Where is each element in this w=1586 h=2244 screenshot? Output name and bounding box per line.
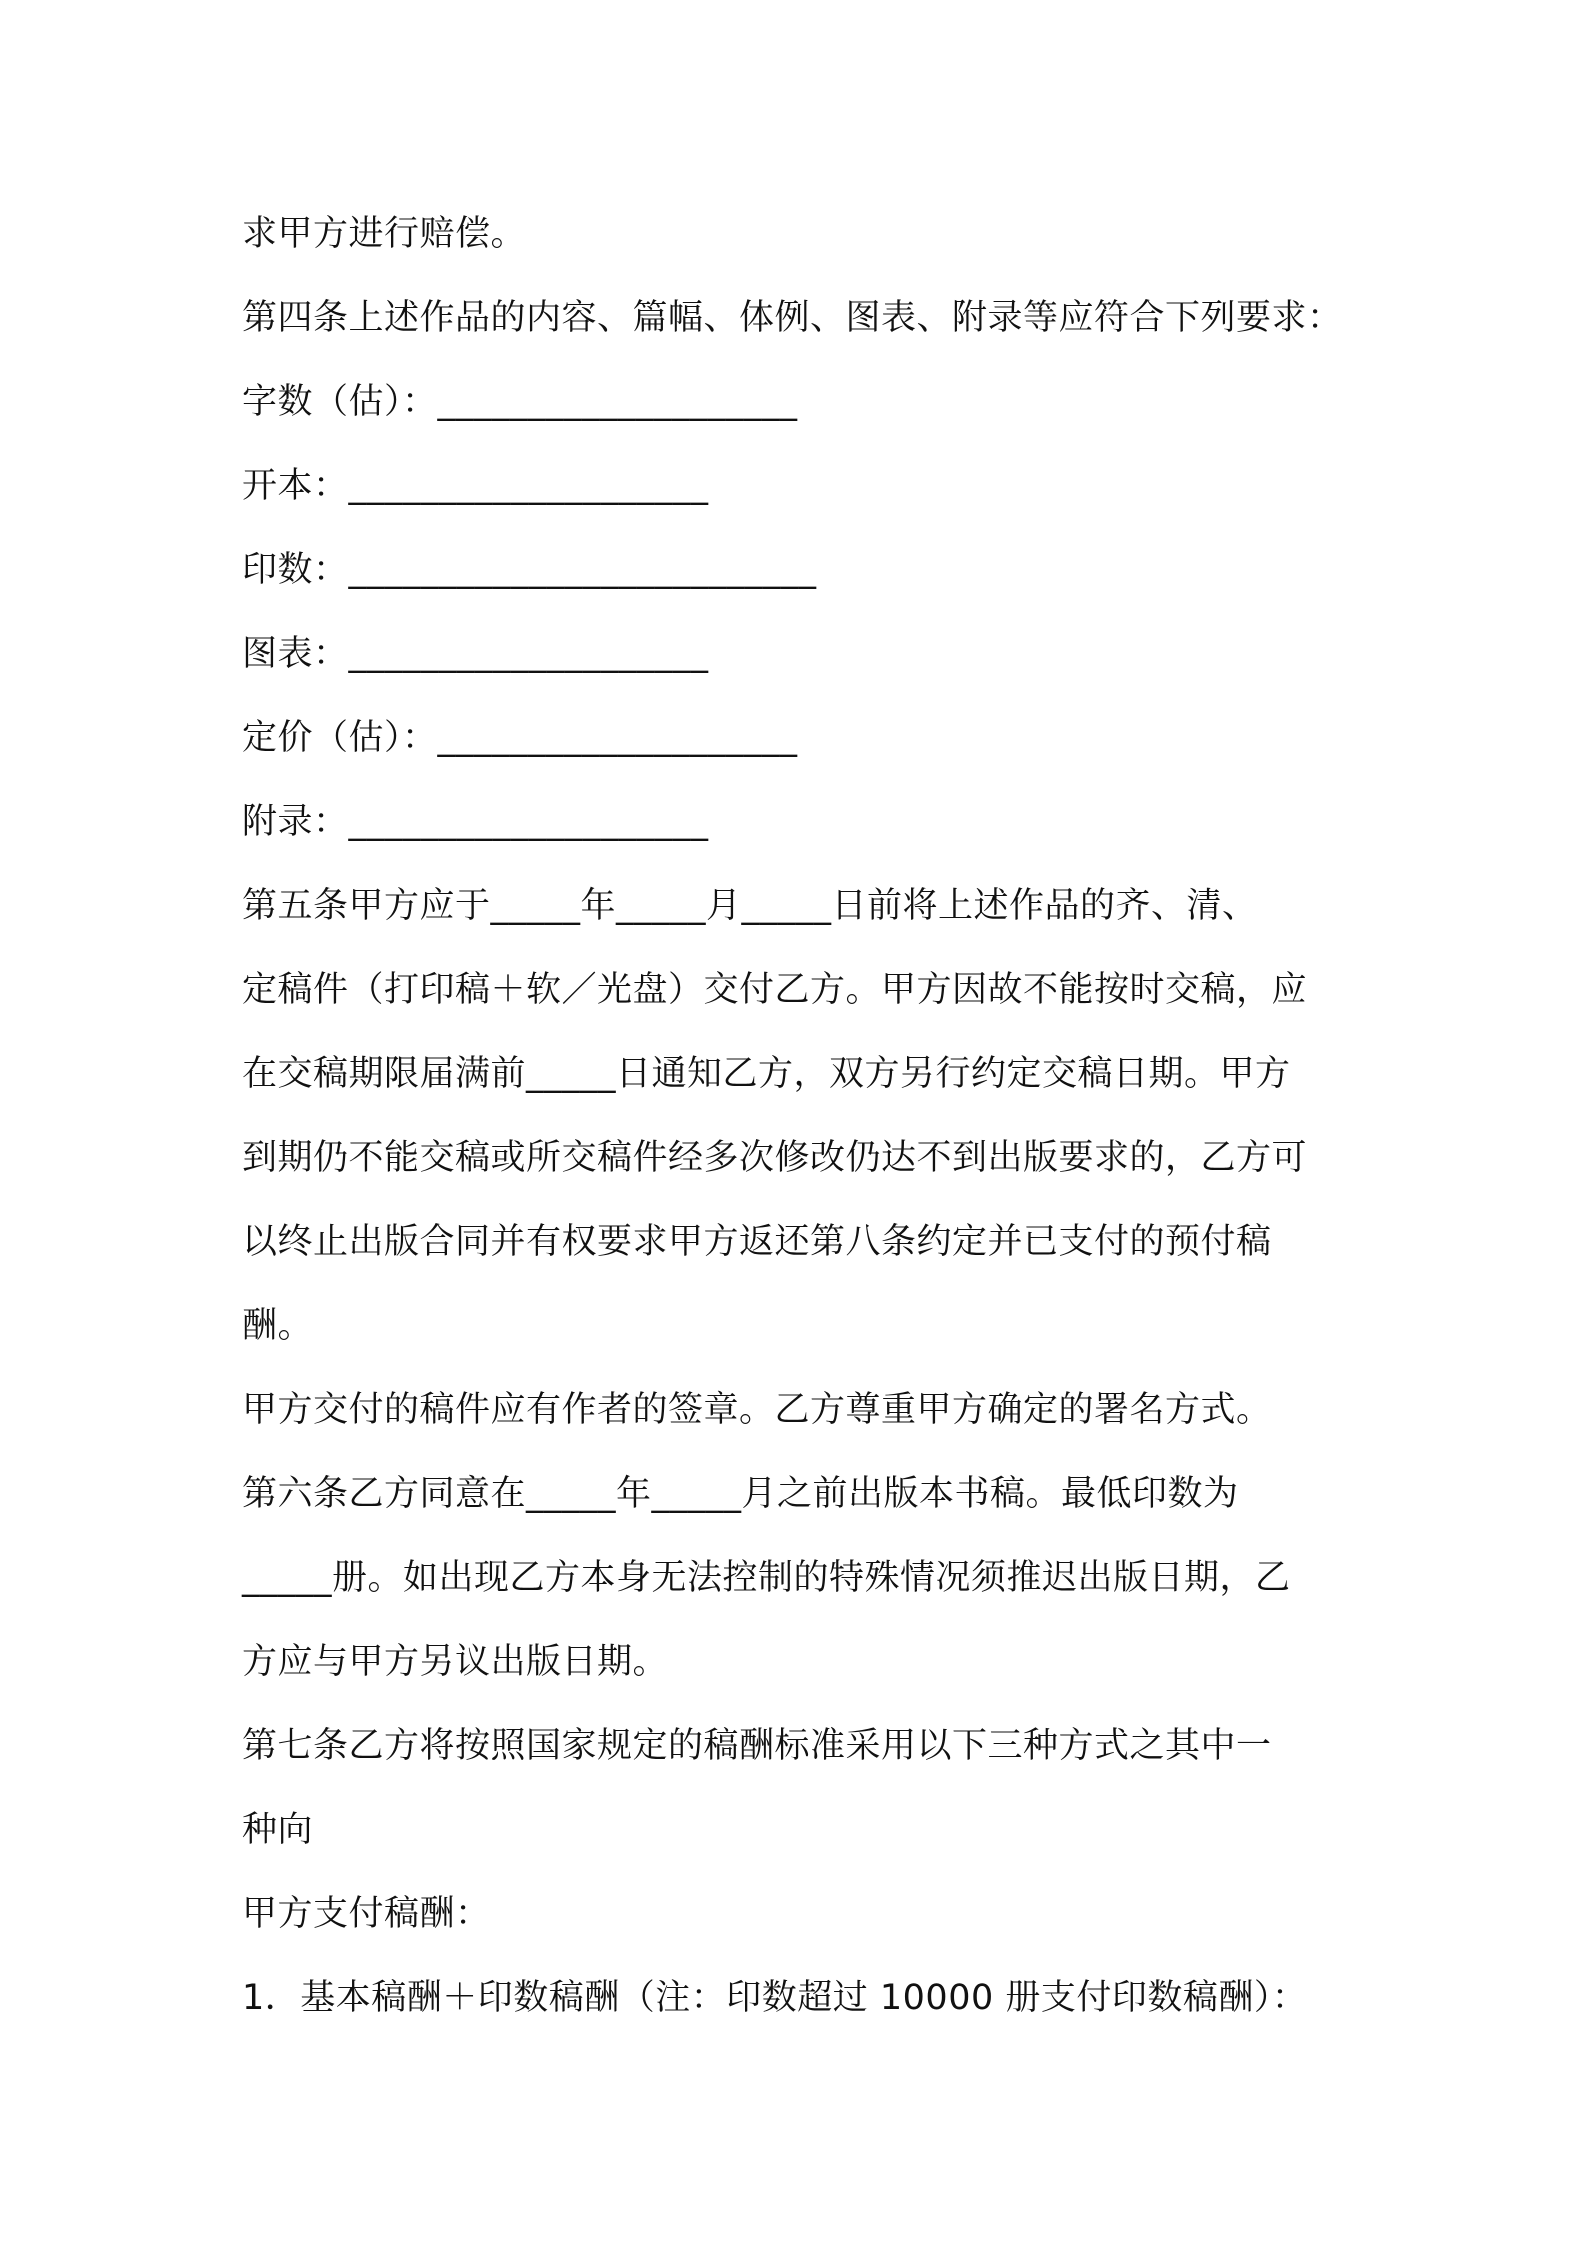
payment-option-1: 1．基本稿酬＋印数稿酬（注：印数超过 10000 册支付印数稿酬）： (242, 1978, 1308, 2018)
word-count-field: 字数（估）：____________________ (242, 382, 798, 422)
text-line: 定稿件（打印稿＋软／光盘）交付乙方。甲方因故不能按时交稿，应 (242, 970, 1308, 1010)
document-body (242, 192, 1352, 2040)
article-7-line: 第七条乙方将按照国家规定的稿酬标准采用以下三种方式之其中一 (242, 1726, 1272, 1766)
article-4-heading: 第四条上述作品的内容、篇幅、体例、图表、附录等应符合下列要求： (242, 298, 1343, 338)
text-line: 到期仍不能交稿或所交稿件经多次修改仍达不到出版要求的，乙方可 (242, 1138, 1308, 1178)
text-line: 种向 (242, 1810, 314, 1850)
price-field: 定价（估）：____________________ (242, 718, 798, 758)
article-6-line: 第六条乙方同意在_____年_____月之前出版本书稿。最低印数为 (242, 1474, 1239, 1514)
text-line: 酬。 (242, 1306, 314, 1346)
charts-field: 图表：____________________ (242, 634, 709, 674)
text-line: 在交稿期限届满前_____日通知乙方，双方另行约定交稿日期。甲方 (242, 1054, 1291, 1094)
appendix-field: 附录：____________________ (242, 802, 709, 842)
format-field: 开本：____________________ (242, 466, 709, 506)
text-line: 方应与甲方另议出版日期。 (242, 1642, 669, 1682)
text-line: _____册。如出现乙方本身无法控制的特殊情况须推迟出版日期，乙 (242, 1558, 1291, 1598)
article-5-line: 第五条甲方应于_____年_____月_____日前将上述作品的齐、清、 (242, 886, 1258, 926)
text-line: 求甲方进行赔偿。 (242, 214, 527, 254)
print-run-field: 印数：__________________________ (242, 550, 817, 590)
text-line: 甲方交付的稿件应有作者的签章。乙方尊重甲方确定的署名方式。 (242, 1390, 1272, 1430)
text-line: 甲方支付稿酬： (242, 1894, 491, 1934)
text-line: 以终止出版合同并有权要求甲方返还第八条约定并已支付的预付稿 (242, 1222, 1272, 1262)
